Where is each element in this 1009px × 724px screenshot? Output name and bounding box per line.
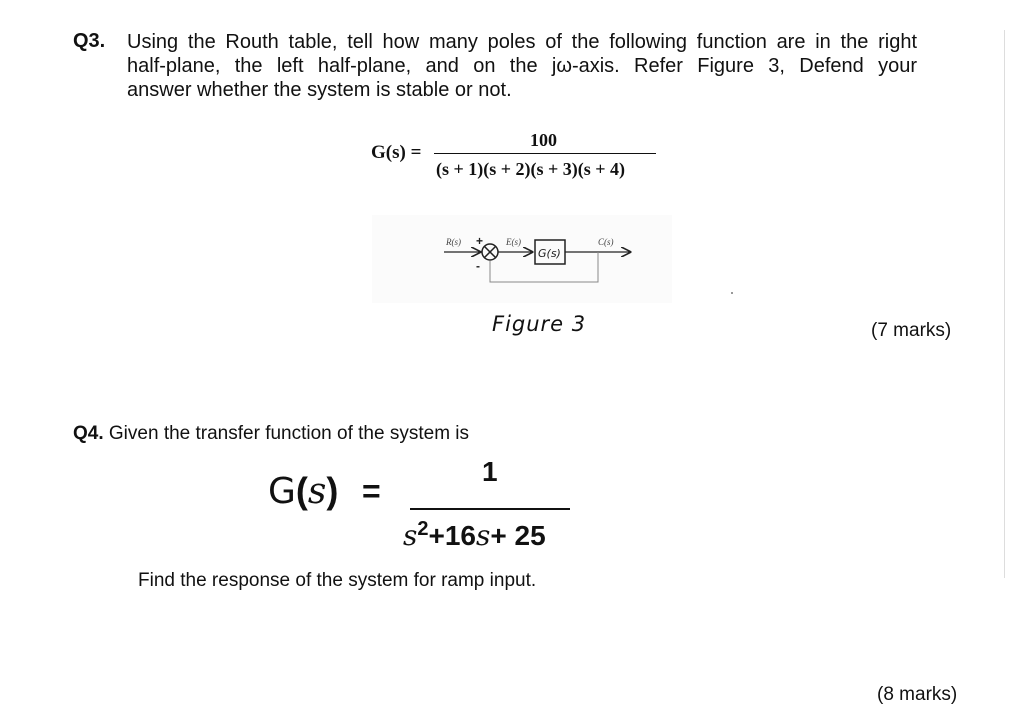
q4-lhs-s: s [307,471,327,512]
q4-lhs-g: G [268,471,296,512]
q4-equation-denominator [403,518,546,552]
q4-den-exponent: 2 [417,518,429,540]
speck [731,292,733,294]
q3-equation-lhs: G(s) = [371,142,422,163]
q4-den-mid: +16 [428,520,476,551]
q4-intro-line [73,423,469,445]
label-c-s: C(s) [598,237,614,247]
q4-marks: (8 marks) [877,684,958,705]
q4-equation-lhs: G(s) [268,470,339,512]
q4-den-end: + 25 [490,520,546,551]
figure-3-block-diagram [372,215,672,303]
q4-number: Q4. [73,423,104,444]
label-minus: - [476,259,480,273]
q3-question-text [127,30,917,102]
q3-line-1: Using the Routh table, tell how many poles of the following function are in the right [127,31,917,53]
q3-number: Q3. [73,30,106,52]
q4-equation-numerator: 1 [482,456,498,487]
q3-line-2: half-plane, the left half-plane, and on the jω-axis. Refer Figure 3, Defend your [127,55,917,77]
q4-den-s1: s [403,519,418,552]
page-edge-line [1004,30,1005,578]
label-r-s: R(s) [446,237,461,247]
q3-line-3: answer whether the system is stable or not. [127,79,512,101]
q4-task-text: Find the response of the system for ramp input. [138,570,537,591]
block-diagram-svg [372,215,672,303]
q4-equals-sign: = [362,473,381,509]
q3-fraction-bar [434,153,656,154]
q3-equation-numerator: 100 [530,130,557,150]
label-plus: + [476,234,484,248]
q3-equation-denominator: (s + 1)(s + 2)(s + 3)(s + 4) [436,159,625,179]
q4-den-s2: s [476,519,491,552]
q3-marks: (7 marks) [871,320,952,341]
q4-fraction-bar [410,508,570,510]
q4-intro-text: Given the transfer function of the system is [108,423,470,444]
label-g-s: G(s) [538,247,561,260]
label-e-s: E(s) [506,237,521,247]
figure-3-caption: Figure 3 [492,312,587,336]
